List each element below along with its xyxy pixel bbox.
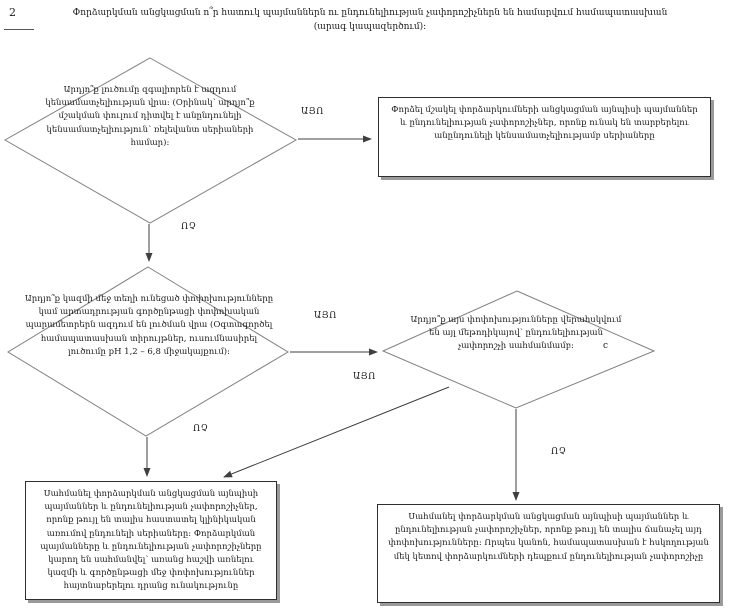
decision-3-text: Արդյո՞ք այս փոփոխությունները վերահսկվում են այլ մեթոդիկայով՝ ընդունելիության չափորոշչի սահմանմամբ։ [410, 315, 622, 352]
box-top-right [378, 97, 711, 177]
label-d3-no: ՈՉ [551, 447, 567, 457]
label-d2-no: ՈՉ [193, 424, 209, 434]
box-bottom-left [25, 481, 277, 600]
page-number-rule [4, 29, 34, 30]
label-d3-yes: ԱՅՈ [353, 372, 376, 382]
decision-2-text: Արդյո՞ք կազմի մեջ տեղի ունեցած փոփոխությունները կամ արտադրության գործընթացի փոփոխական պարամետրերն ազդում են լուծման վրա (Օգտագործել համապատասխան տիրույթներ, ուսումնասիրել լուծումը pH 1,2 – 6,8 միջակայքում)։ [24, 294, 274, 357]
box-bottom-right [377, 504, 720, 603]
box-bottom-left-text: Սահմանել փորձարկման անցկացման այնպիսի պայմաններ և ընդունելիության չափորոշիչներ, որոնք թույլ են տալիս հաստատել կլինիկական առումով ընդունելի սերիաները։ Փորձարկման պայմանները և ընդունելիության չափորոշիչները կարող են սահմանվել՝ առանց հաշվի առնելու կազմի և գործընթացի մեջ փոփոխություններ հայտնաբերելու դրանց ունակությունը [40, 489, 262, 592]
arrow-d3-yes-to-bottom-left-box [224, 387, 449, 477]
page-number: 2 [9, 6, 16, 19]
box-bottom-right-text: Սահմանել փորձարկման անցկացման այնպիսի պայմաններ և ընդունելիության չափորոշիչներ, որոնք թույլ են տալիս ճանաչել այդ փոփոխությունները։ Որպես կանոն, համապատասխան է հսկողության մեկ կետով փորձարկումների դեպքում ընդունելիության չափորոշիչը [388, 512, 709, 562]
label-d1-no: ՈՉ [181, 222, 197, 232]
label-d1-yes: ԱՅՈ [301, 107, 324, 117]
box-top-right-text: Փորձել մշակել փորձարկումների անցկացման այնպիսի պայմաններ և ընդունելիության չափորոշիչներ, որոնք ունակ են տարբերելու անընդունելի կենսամատչելիությամբ սերիաները [391, 105, 698, 142]
decision-3-footnote: c [603, 341, 609, 351]
decision-1-text: Արդյո՞ք լուծումը զգալիորեն է ազդում կենսամատչելիության վրա։ (Օրինակ՝ արդյո՞ք մշակման փուլում դիտվել է անընդունելի կենսամատչելիություն՝ ռելեվանտ սերիաների համար)։ [45, 85, 255, 148]
flowchart-title: Փորձարկման անցկացման ո՞ր հատուկ պայմաններն ու ընդունելիության չափորոշիչներն են համարվում համապատասխան (արագ կապազերծում)։ [72, 8, 668, 32]
label-d2-yes: ԱՅՈ [314, 311, 337, 321]
